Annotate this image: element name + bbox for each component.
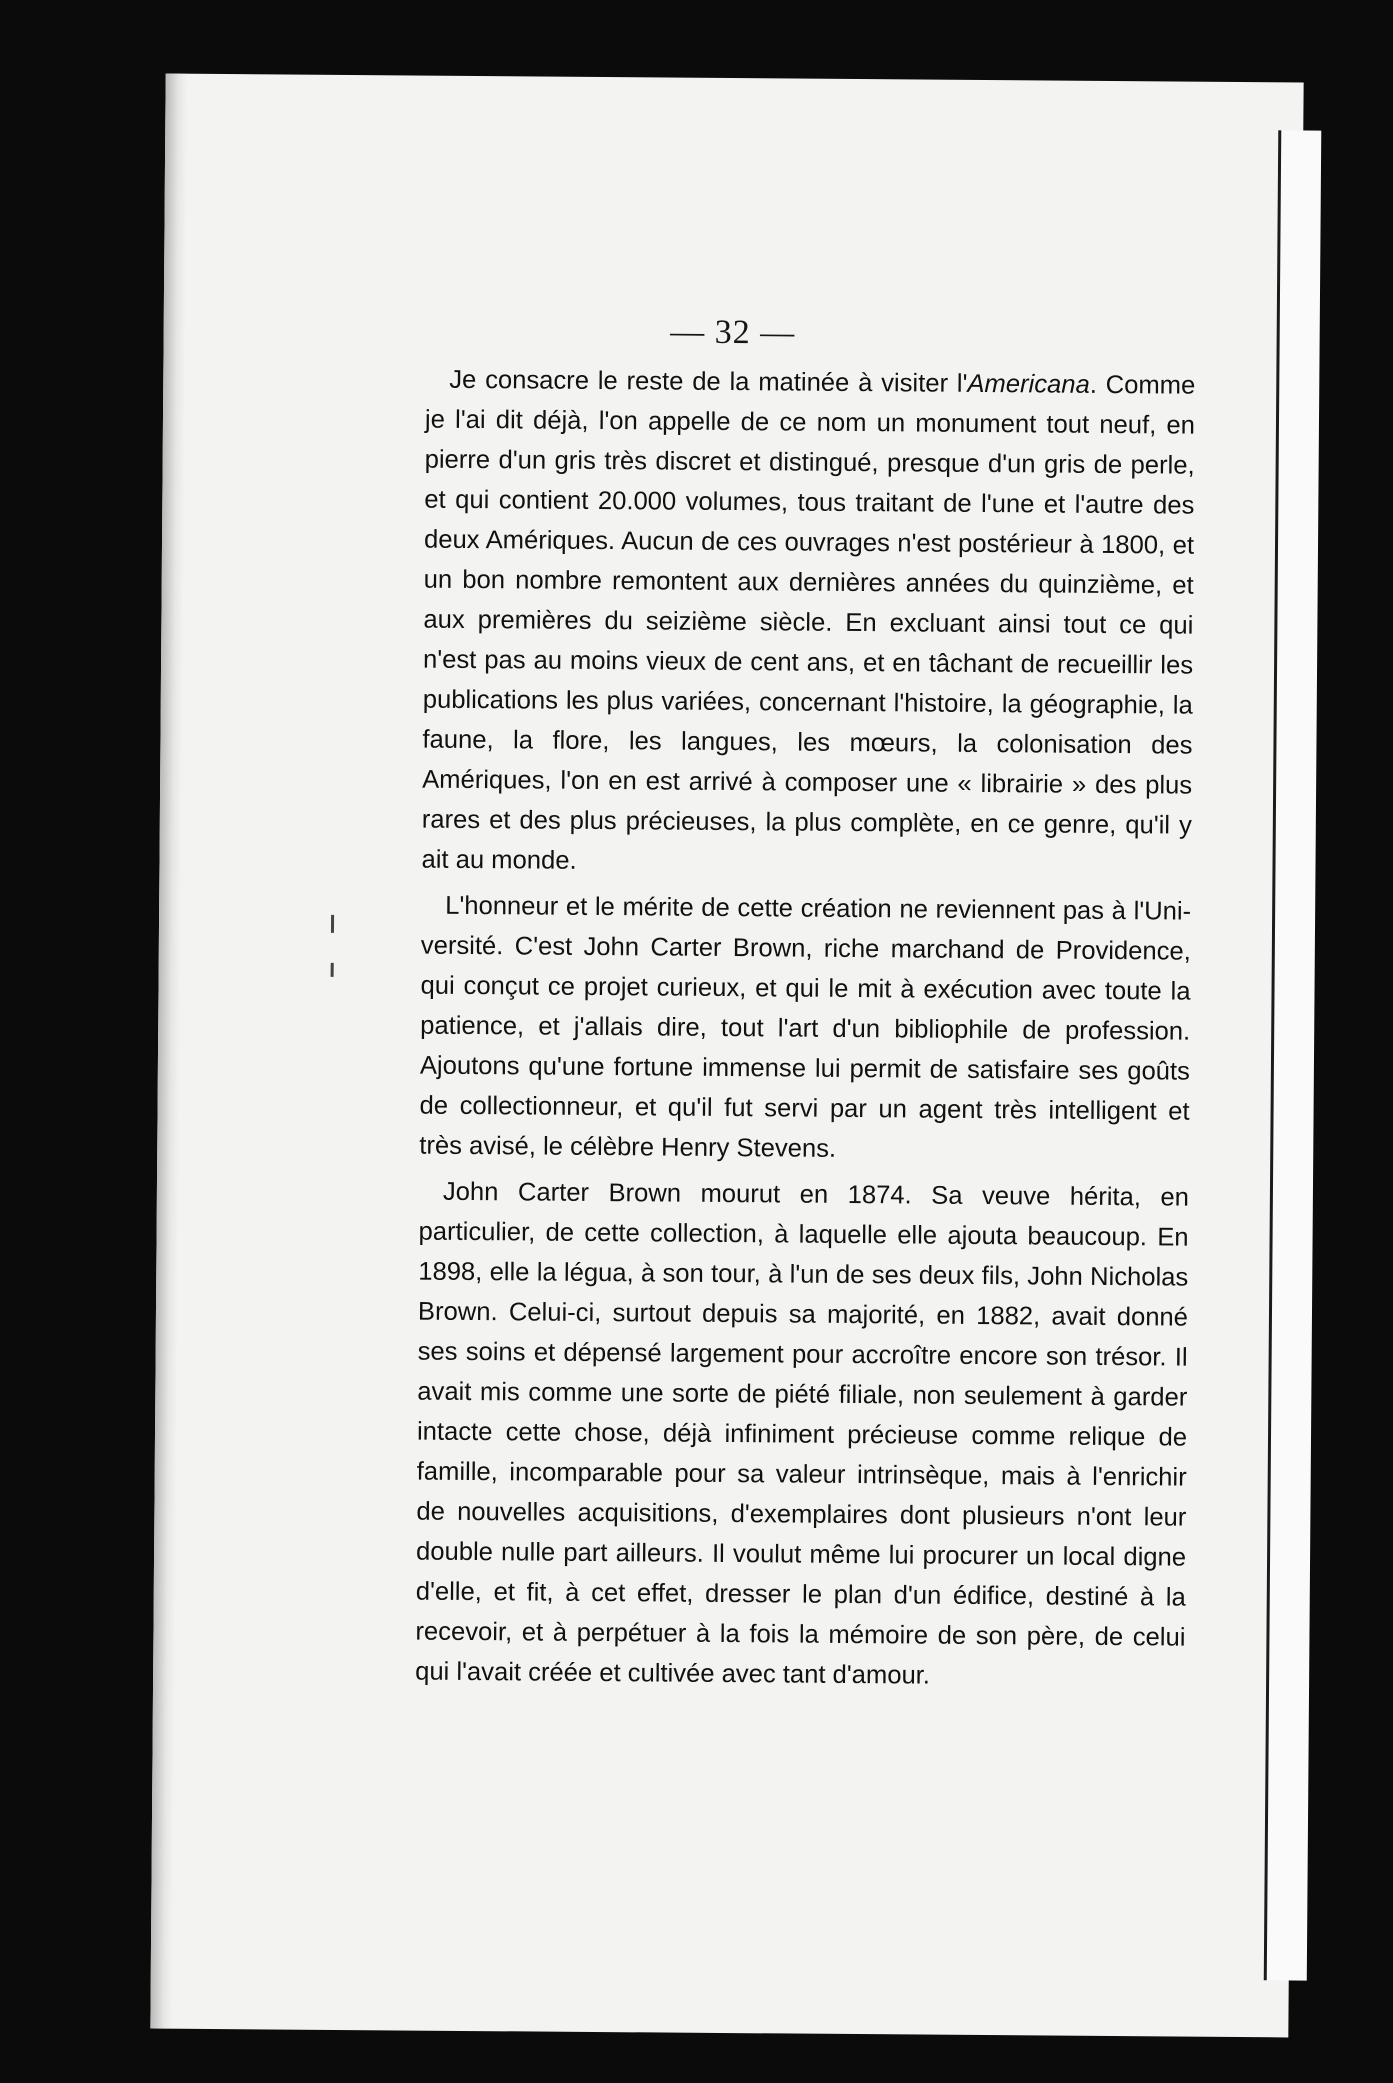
- paragraph-1: [421, 360, 1195, 886]
- paragraph-1-start: Je consacre le reste de la matinée à visiter l': [449, 365, 968, 398]
- margin-mark: [331, 963, 334, 977]
- page-binding-edge: [150, 74, 187, 2029]
- body-text: [415, 360, 1195, 1704]
- next-page-edge: [1264, 130, 1322, 1980]
- book-page: [150, 74, 1303, 2038]
- paragraph-3: John Carter Brown mourut en 1874. Sa veuve hérita, en particulier, de cette collection, à laquelle elle ajouta beaucoup. En 1898, elle la légua, à son tour, à l'un de ses deux fils, John Nicholas Brown. Celui-ci, surtout depuis sa majorité, en 1882, avait donné ses soins et dépensé largement pour accroître encore son trésor. Il avait mis comme une sorte de piété filiale, non seulement à garder intacte cette chose, déjà infiniment précieuse comme relique de famille, incomparable pour sa valeur intrinsèque, mais à l'enrichir de nouvelles acquisitions, d'exemplaires dont plusieurs n'ont leur double nulle part ailleurs. Il voulut même lui procurer un local digne d'elle, et fit, à cet effet, dresser le plan d'un édifice, destiné à la recevoir, et à perpétuer à la fois la mémoire de son père, de celui qui l'avait créée et cultivée avec tant d'amour.: [415, 1177, 1190, 1690]
- paragraph-2: L'honneur et le mérite de cette création ne reviennent pas à l'Université. C'est John Carter Brown, riche marchand de Providence, qui conçut ce projet curieux, et qui le mit à exécution avec toute la patience, et j'allais dire, tout l'art d'un bibliophile de profession. Ajoutons qu'une fortune immense lui permit de satisfaire ses goûts de collectionneur, et qu'il fut servi par un agent très intelligent et très avisé, le célèbre Henry Stevens.: [419, 891, 1192, 1163]
- margin-mark: [331, 915, 334, 933]
- americana-title: Americana: [967, 369, 1090, 399]
- paragraph-1-rest: . Comme je l'ai dit déjà, l'on appelle de ce nom un monument tout neuf, en pierre d'un gris très discret et distingué, presque d'un gris de perle, et qui contient 20.000 volumes, tous traitant de l'une et l'autre des deux Amériques. Aucun de ces ouvrages n'est postérieur à 1800, et un bon nombre remontent aux dernières années du quinzième, et aux premières du seizième siècle. En excluant ainsi tout ce qui n'est pas au moins vieux de cent ans, et en tâchant de recueillir les publications les plus variées, concernant l'histoire, la géographie, la faune, la flore, les langues, les mœurs, la colonisation des Amériques, l'on en est arrivé à composer une « librairie » des plus rares et des plus précieuses, la plus complète, en ce genre, qu'il y ait au monde.: [421, 370, 1196, 875]
- page-number: — 32 —: [670, 313, 796, 352]
